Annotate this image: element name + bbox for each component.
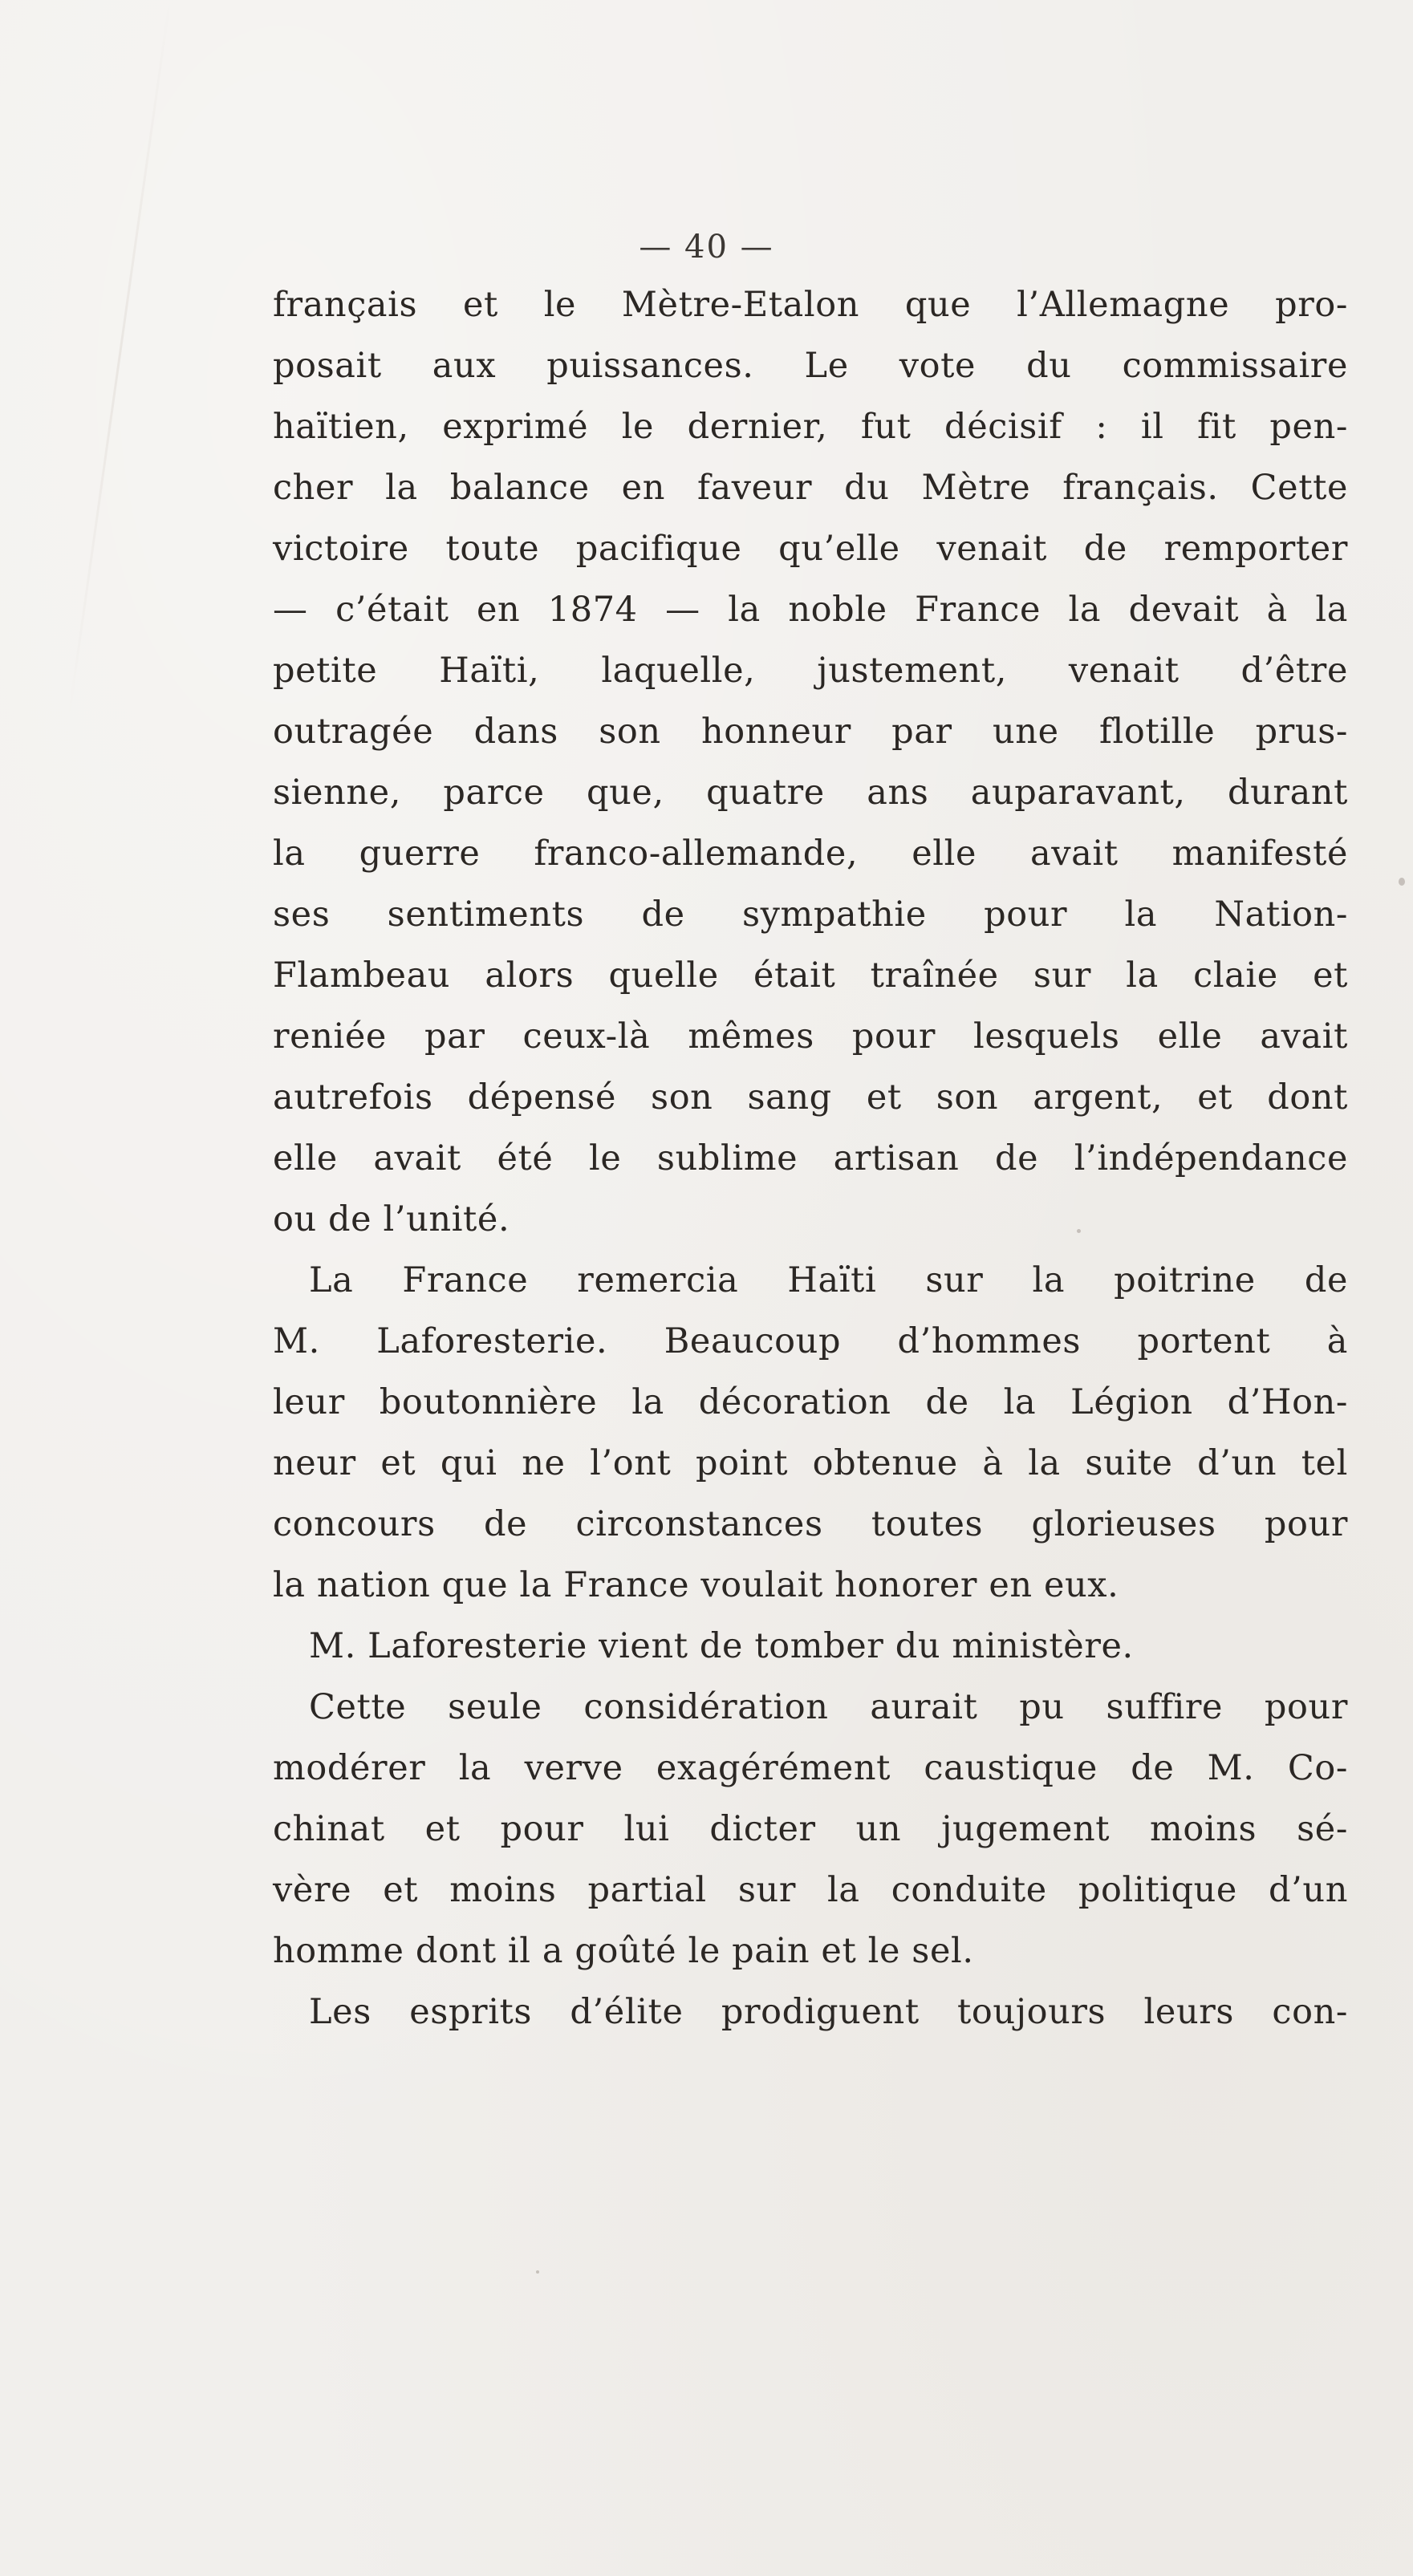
text-line: leur boutonnière la décoration de la Légion d’Hon- xyxy=(273,1382,1348,1422)
text-line: victoire toute pacifique qu’elle venait de remporter xyxy=(273,529,1348,569)
text-line: autrefois dépensé son sang et son argent, et dont xyxy=(273,1077,1348,1118)
text-line: modérer la verve exagérément caustique de M. Co- xyxy=(273,1748,1348,1788)
paper-speck xyxy=(1399,878,1405,886)
text-line: Flambeau alors quelle était traînée sur la claie et xyxy=(273,955,1348,996)
text-line: — c’était en 1874 — la noble France la devait à la xyxy=(273,590,1348,630)
text-line: neur et qui ne l’ont point obtenue à la suite d’un tel xyxy=(273,1443,1348,1483)
text-line: ses sentiments de sympathie pour la Nation- xyxy=(273,895,1348,935)
text-line: concours de circonstances toutes glorieuses pour xyxy=(273,1504,1348,1544)
text-line: M. Laforesterie. Beaucoup d’hommes portent à xyxy=(273,1321,1348,1361)
text-line: chinat et pour lui dicter un jugement moins sé- xyxy=(273,1809,1348,1849)
text-line-paragraph-start: Les esprits d’élite prodiguent toujours leurs con- xyxy=(309,1992,1348,2032)
text-line: reniée par ceux-là mêmes pour lesquels elle avait xyxy=(273,1016,1348,1057)
body-text xyxy=(273,274,1348,2043)
text-line: petite Haïti, laquelle, justement, venait d’être xyxy=(273,651,1348,691)
text-line: français et le Mètre-Etalon que l’Allemagne pro- xyxy=(273,285,1348,325)
text-line: outragée dans son honneur par une flotille prus- xyxy=(273,712,1348,752)
text-line-paragraph-end: homme dont il a goûté le pain et le sel. xyxy=(273,1931,974,1971)
text-line: sienne, parce que, quatre ans auparavant, durant xyxy=(273,773,1348,813)
text-line: haïtien, exprimé le dernier, fut décisif : il fit pen- xyxy=(273,407,1348,447)
paper-crease xyxy=(68,0,171,716)
text-line: vère et moins partial sur la conduite politique d’un xyxy=(273,1870,1348,1910)
text-line-paragraph-single: M. Laforesterie vient de tomber du ministère. xyxy=(309,1626,1134,1666)
paper-speck xyxy=(536,2270,539,2274)
text-line-paragraph-end: la nation que la France voulait honorer en eux. xyxy=(273,1565,1119,1605)
text-line: elle avait été le sublime artisan de l’indépendance xyxy=(273,1138,1348,1178)
text-line-paragraph-start: Cette seule considération aurait pu suffire pour xyxy=(309,1687,1348,1727)
text-line-paragraph-start: La France remercia Haïti sur la poitrine de xyxy=(309,1260,1348,1300)
page-number: — 40 — xyxy=(639,229,774,266)
text-line: cher la balance en faveur du Mètre français. Cette xyxy=(273,468,1348,508)
text-line-paragraph-end: ou de l’unité. xyxy=(273,1199,510,1239)
text-line: posait aux puissances. Le vote du commissaire xyxy=(273,346,1348,386)
text-line: la guerre franco-allemande, elle avait manifesté xyxy=(273,834,1348,874)
